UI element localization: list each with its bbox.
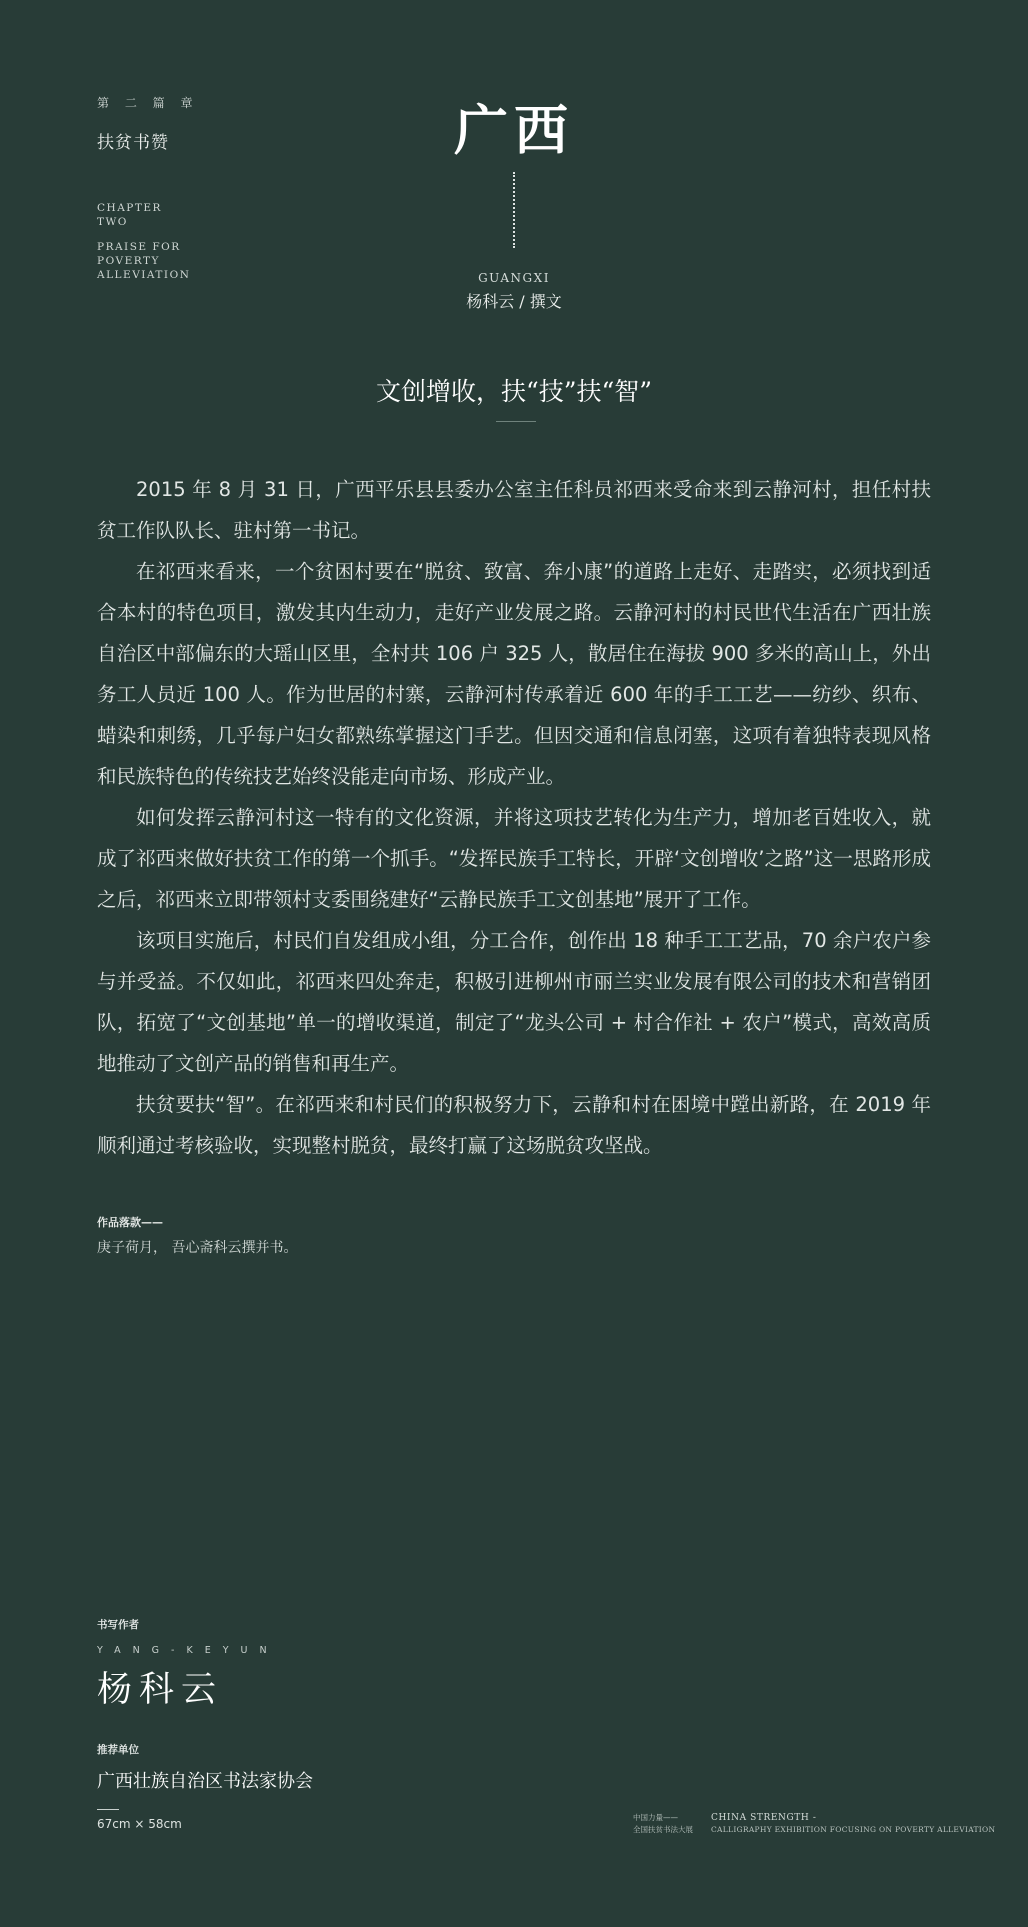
chapter-en-line: TWO [97,216,128,228]
inscription-label: 作品落款—— [97,1216,163,1229]
inscription-text: 庚子荷月， 吾心斋科云撰并书。 [97,1240,298,1256]
article-paragraph: 2015 年 8 月 31 日，广西平乐县县委办公室主任科员祁西来受命来到云静河村，担任村扶贫工作队队长、驻村第一书记。 [97,478,931,542]
chapter-label: 第 二 篇 章 [97,96,199,110]
chapter-subtitle-line: PRAISE FOR [97,241,181,253]
chapter-subtitle-line: POVERTY [97,255,160,267]
organization-label: 推荐单位 [97,1744,139,1756]
article-body [97,469,931,1166]
article-paragraph: 扶贫要扶“智”。在祁西来和村民们的积极努力下，云静和村在困境中蹚出新路，在 2019 年顺利通过考核验收，实现整村脱贫，最终打赢了这场脱贫攻坚战。 [97,1093,931,1157]
chapter-en [97,201,162,229]
chapter-subtitle-line: ALLEVIATION [97,269,191,281]
size-divider [97,1809,119,1810]
author-pinyin: YANG-KEYUN [97,1645,279,1656]
chapter-title: 扶贫书赞 [97,133,169,153]
footer-en-line: CALLIGRAPHY EXHIBITION FOCUSING ON POVERTY ALLEVIATION [711,1825,996,1834]
footer-en [711,1812,995,1836]
footer-cn-line: 全国扶贫书法大展 [633,1825,693,1834]
dotted-divider [513,172,515,248]
page-title-en: GUANGXI [478,271,550,285]
chapter-en-line: CHAPTER [97,202,162,214]
footer-cn-line: 中国力量—— [633,1813,678,1822]
footer-cn [633,1812,693,1836]
article-title: 文创增收，扶“技”扶“智” [375,377,653,406]
byline: 杨科云 / 撰文 [466,292,562,311]
page-title: 广西 [454,98,574,162]
author-label: 书写作者 [97,1619,139,1631]
article-paragraph: 该项目实施后，村民们自发组成小组，分工合作，创作出 18 种手工工艺品，70 余户农户参与并受益。不仅如此，祁西来四处奔走，积极引进柳州市丽兰实业发展有限公司的技术和营销团队，拓宽了“文创基地”单一的增收渠道，制定了“龙头公司 + 村合作社 + 农户”模式，高效高质地推动了文创产品的销售和再生产。 [97,929,931,1075]
organization-name: 广西壮族自治区书法家协会 [97,1771,313,1792]
author-name: 杨科云 [97,1670,224,1710]
artwork-size: 67cm × 58cm [97,1817,182,1831]
footer-en-line: CHINA STRENGTH - [711,1813,817,1823]
article-paragraph: 在祁西来看来，一个贫困村要在“脱贫、致富、奔小康”的道路上走好、走踏实，必须找到适合本村的特色项目，激发其内生动力，走好产业发展之路。云静河村的村民世代生活在广西壮族自治区中部偏东的大瑶山区里，全村共 106 户 325 人，散居住在海拔 900 多米的高山上，外出务工人员近 100 人。作为世居的村寨，云静河村传承着近 600 年的手工工艺——纺纱、织布、蜡染和刺绣，几乎每户妇女都熟练掌握这门手艺。但因交通和信息闭塞，这项有着独特表现风格和民族特色的传统技艺始终没能走向市场、形成产业。 [97,560,931,788]
title-divider [496,421,536,422]
article-paragraph: 如何发挥云静河村这一特有的文化资源，并将这项技艺转化为生产力，增加老百姓收入，就成了祁西来做好扶贫工作的第一个抓手。“发挥民族手工特长，开辟‘文创增收’之路”这一思路形成之后，祁西来立即带领村支委围绕建好“云静民族手工文创基地”展开了工作。 [97,806,931,911]
